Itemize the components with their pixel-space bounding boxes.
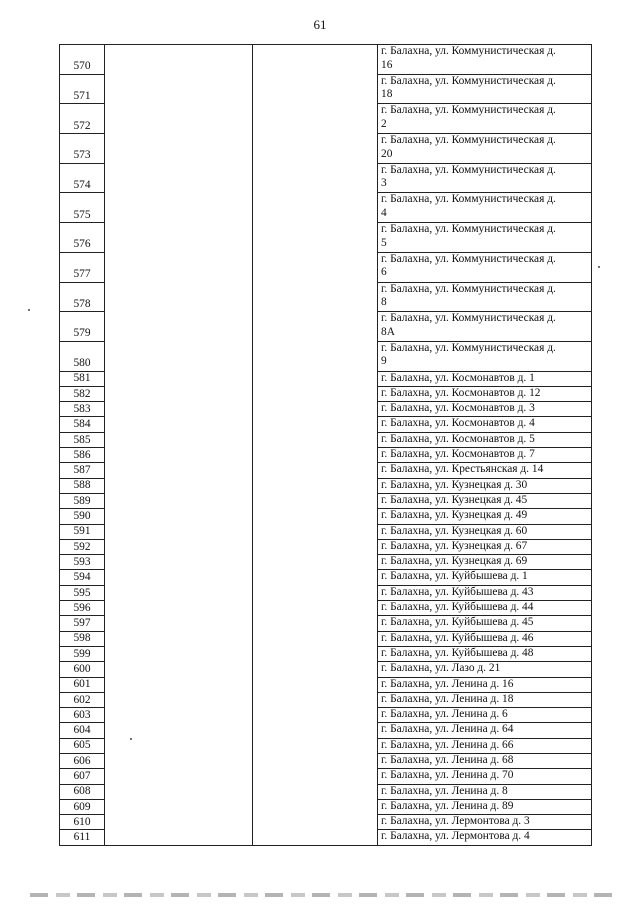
blank-column-1 [105, 524, 253, 539]
table-row [60, 753, 592, 768]
table-row [60, 223, 592, 253]
blank-column-2 [253, 341, 378, 371]
address-cell: г. Балахна, ул. Куйбышева д. 43 [378, 585, 592, 600]
row-number: 597 [60, 616, 105, 631]
address-cell: г. Балахна, ул. Ленина д. 6 [378, 708, 592, 723]
address-cell: г. Балахна, ул. Куйбышева д. 46 [378, 631, 592, 646]
row-number: 610 [60, 815, 105, 830]
address-cell [378, 312, 592, 342]
address-cell: г. Балахна, ул. Кузнецкая д. 30 [378, 478, 592, 493]
blank-column-2 [253, 631, 378, 646]
table-row [60, 784, 592, 799]
address-cell: г. Балахна, ул. Космонавтов д. 12 [378, 386, 592, 401]
table-row [60, 104, 592, 134]
address-line-1: г. Балахна, ул. Коммунистическая д. [381, 104, 556, 117]
address-line-1: г. Балахна, ул. Коммунистическая д. [381, 252, 556, 265]
table-row [60, 74, 592, 104]
blank-column-2 [253, 74, 378, 104]
blank-column-1 [105, 402, 253, 417]
blank-column-2 [253, 402, 378, 417]
address-cell: г. Балахна, ул. Кузнецкая д. 67 [378, 539, 592, 554]
address-cell [378, 134, 592, 164]
blank-column-2 [253, 371, 378, 386]
table-row [60, 432, 592, 447]
blank-column-2 [253, 616, 378, 631]
address-table [59, 44, 592, 846]
blank-column-1 [105, 631, 253, 646]
address-line-2: 16 [381, 58, 393, 71]
blank-column-2 [253, 163, 378, 193]
blank-column-2 [253, 708, 378, 723]
blank-column-2 [253, 830, 378, 845]
address-line-2: 20 [381, 147, 393, 160]
table-row [60, 616, 592, 631]
row-number: 573 [60, 134, 105, 164]
address-line-1: г. Балахна, ул. Коммунистическая д. [381, 45, 556, 57]
blank-column-1 [105, 312, 253, 342]
row-number: 574 [60, 163, 105, 193]
row-number: 582 [60, 386, 105, 401]
address-cell [378, 252, 592, 282]
address-line-1: г. Балахна, ул. Коммунистическая д. [381, 134, 556, 147]
blank-column-1 [105, 463, 253, 478]
blank-column-1 [105, 417, 253, 432]
blank-column-2 [253, 193, 378, 223]
address-cell [378, 74, 592, 104]
row-number: 587 [60, 463, 105, 478]
table-row [60, 677, 592, 692]
address-cell: г. Балахна, ул. Ленина д. 64 [378, 723, 592, 738]
blank-column-1 [105, 784, 253, 799]
table-row [60, 815, 592, 830]
address-cell: г. Балахна, ул. Ленина д. 70 [378, 769, 592, 784]
table-row [60, 646, 592, 661]
address-cell [378, 223, 592, 253]
address-cell: г. Балахна, ул. Ленина д. 68 [378, 753, 592, 768]
blank-column-1 [105, 555, 253, 570]
address-line-1: г. Балахна, ул. Коммунистическая д. [381, 163, 556, 176]
blank-column-2 [253, 662, 378, 677]
blank-column-1 [105, 223, 253, 253]
row-number: 589 [60, 493, 105, 508]
blank-column-2 [253, 509, 378, 524]
address-cell: г. Балахна, ул. Ленина д. 8 [378, 784, 592, 799]
address-line-2: 2 [381, 117, 387, 130]
blank-column-1 [105, 570, 253, 585]
blank-column-1 [105, 799, 253, 814]
address-cell: г. Балахна, ул. Кузнецкая д. 45 [378, 493, 592, 508]
table-row [60, 478, 592, 493]
address-cell: г. Балахна, ул. Ленина д. 89 [378, 799, 592, 814]
blank-column-1 [105, 193, 253, 223]
table-row [60, 386, 592, 401]
table-row [60, 134, 592, 164]
blank-column-1 [105, 738, 253, 753]
row-number: 572 [60, 104, 105, 134]
table-row [60, 585, 592, 600]
table-row [60, 45, 592, 75]
row-number: 609 [60, 799, 105, 814]
address-cell: г. Балахна, ул. Куйбышева д. 44 [378, 601, 592, 616]
blank-column-1 [105, 662, 253, 677]
table-row [60, 662, 592, 677]
blank-column-2 [253, 312, 378, 342]
table-row [60, 830, 592, 845]
blank-column-1 [105, 74, 253, 104]
row-number: 577 [60, 252, 105, 282]
blank-column-1 [105, 509, 253, 524]
scan-speck [28, 309, 30, 311]
blank-column-1 [105, 478, 253, 493]
table-row [60, 601, 592, 616]
blank-column-2 [253, 104, 378, 134]
blank-column-1 [105, 692, 253, 707]
blank-column-2 [253, 555, 378, 570]
blank-column-2 [253, 601, 378, 616]
address-line-2: 18 [381, 88, 393, 101]
row-number: 602 [60, 692, 105, 707]
blank-column-1 [105, 769, 253, 784]
blank-column-1 [105, 252, 253, 282]
scan-speck [598, 266, 600, 268]
table-row [60, 631, 592, 646]
blank-column-2 [253, 223, 378, 253]
table-row [60, 448, 592, 463]
blank-column-2 [253, 570, 378, 585]
blank-column-2 [253, 585, 378, 600]
row-number: 588 [60, 478, 105, 493]
row-number: 611 [60, 830, 105, 845]
blank-column-1 [105, 708, 253, 723]
blank-column-2 [253, 252, 378, 282]
address-line-1: г. Балахна, ул. Коммунистическая д. [381, 312, 556, 325]
table-row [60, 402, 592, 417]
address-cell: г. Балахна, ул. Ленина д. 16 [378, 677, 592, 692]
table-row [60, 417, 592, 432]
table-row [60, 252, 592, 282]
blank-column-1 [105, 104, 253, 134]
address-cell [378, 45, 592, 75]
address-line-1: г. Балахна, ул. Коммунистическая д. [381, 341, 556, 354]
row-number: 605 [60, 738, 105, 753]
table-row [60, 799, 592, 814]
address-cell: г. Балахна, ул. Куйбышева д. 45 [378, 616, 592, 631]
blank-column-2 [253, 386, 378, 401]
row-number: 606 [60, 753, 105, 768]
blank-column-2 [253, 738, 378, 753]
table-row [60, 312, 592, 342]
row-number: 579 [60, 312, 105, 342]
blank-column-2 [253, 677, 378, 692]
row-number: 599 [60, 646, 105, 661]
row-number: 578 [60, 282, 105, 312]
address-cell: г. Балахна, ул. Лазо д. 21 [378, 662, 592, 677]
address-line-1: г. Балахна, ул. Коммунистическая д. [381, 223, 556, 236]
blank-column-1 [105, 539, 253, 554]
address-line-2: 5 [381, 236, 387, 249]
address-cell: г. Балахна, ул. Лермонтова д. 4 [378, 830, 592, 845]
blank-column-1 [105, 616, 253, 631]
blank-column-1 [105, 753, 253, 768]
blank-column-1 [105, 585, 253, 600]
address-cell: г. Балахна, ул. Космонавтов д. 4 [378, 417, 592, 432]
address-line-2: 6 [381, 266, 387, 279]
blank-column-2 [253, 784, 378, 799]
row-number: 608 [60, 784, 105, 799]
blank-column-2 [253, 524, 378, 539]
blank-column-1 [105, 601, 253, 616]
blank-column-1 [105, 282, 253, 312]
address-cell: г. Балахна, ул. Лермонтова д. 3 [378, 815, 592, 830]
address-line-1: г. Балахна, ул. Коммунистическая д. [381, 193, 556, 206]
address-cell: г. Балахна, ул. Куйбышева д. 1 [378, 570, 592, 585]
address-line-2: 8 [381, 296, 387, 308]
table-row [60, 163, 592, 193]
address-cell: г. Балахна, ул. Космонавтов д. 5 [378, 432, 592, 447]
table-row [60, 193, 592, 223]
blank-column-1 [105, 134, 253, 164]
blank-column-1 [105, 163, 253, 193]
table-row [60, 371, 592, 386]
address-cell: г. Балахна, ул. Кузнецкая д. 60 [378, 524, 592, 539]
address-cell: г. Балахна, ул. Ленина д. 18 [378, 692, 592, 707]
address-cell [378, 341, 592, 371]
address-cell: г. Балахна, ул. Космонавтов д. 3 [378, 402, 592, 417]
table-row [60, 708, 592, 723]
table-row [60, 769, 592, 784]
blank-column-1 [105, 432, 253, 447]
row-number: 571 [60, 74, 105, 104]
blank-column-1 [105, 830, 253, 845]
address-cell: г. Балахна, ул. Кузнецкая д. 49 [378, 509, 592, 524]
row-number: 570 [60, 45, 105, 75]
blank-column-2 [253, 692, 378, 707]
row-number: 598 [60, 631, 105, 646]
row-number: 593 [60, 555, 105, 570]
blank-column-1 [105, 677, 253, 692]
blank-column-1 [105, 371, 253, 386]
table-row [60, 555, 592, 570]
blank-column-2 [253, 799, 378, 814]
address-line-2: 4 [381, 206, 387, 219]
address-cell [378, 104, 592, 134]
blank-column-1 [105, 386, 253, 401]
blank-column-2 [253, 493, 378, 508]
blank-column-2 [253, 134, 378, 164]
table-row [60, 738, 592, 753]
blank-column-2 [253, 815, 378, 830]
address-cell [378, 282, 592, 312]
blank-column-2 [253, 282, 378, 312]
row-number: 596 [60, 601, 105, 616]
blank-column-2 [253, 478, 378, 493]
table-row [60, 524, 592, 539]
blank-column-1 [105, 723, 253, 738]
address-cell: г. Балахна, ул. Ленина д. 66 [378, 738, 592, 753]
table-row [60, 341, 592, 371]
row-number: 600 [60, 662, 105, 677]
blank-column-2 [253, 45, 378, 75]
row-number: 581 [60, 371, 105, 386]
address-cell [378, 163, 592, 193]
blank-column-1 [105, 646, 253, 661]
address-cell: г. Балахна, ул. Космонавтов д. 1 [378, 371, 592, 386]
table-row [60, 463, 592, 478]
blank-column-2 [253, 417, 378, 432]
row-number: 601 [60, 677, 105, 692]
blank-column-2 [253, 539, 378, 554]
scan-speck [130, 738, 132, 740]
row-number: 585 [60, 432, 105, 447]
blank-column-2 [253, 463, 378, 478]
address-cell [378, 193, 592, 223]
blank-column-1 [105, 448, 253, 463]
row-number: 604 [60, 723, 105, 738]
blank-column-2 [253, 646, 378, 661]
blank-column-1 [105, 341, 253, 371]
address-cell: г. Балахна, ул. Кузнецкая д. 69 [378, 555, 592, 570]
row-number: 580 [60, 341, 105, 371]
table-row [60, 692, 592, 707]
address-cell: г. Балахна, ул. Куйбышева д. 48 [378, 646, 592, 661]
table-row [60, 282, 592, 312]
blank-column-1 [105, 45, 253, 75]
row-number: 590 [60, 509, 105, 524]
address-cell: г. Балахна, ул. Крестьянская д. 14 [378, 463, 592, 478]
table-row [60, 539, 592, 554]
blank-column-2 [253, 769, 378, 784]
address-line-2: 3 [381, 177, 387, 190]
address-table-body [60, 45, 592, 846]
table-row [60, 493, 592, 508]
address-line-1: г. Балахна, ул. Коммунистическая д. [381, 74, 556, 87]
row-number: 603 [60, 708, 105, 723]
blank-column-2 [253, 753, 378, 768]
table-row [60, 509, 592, 524]
row-number: 576 [60, 223, 105, 253]
row-number: 586 [60, 448, 105, 463]
address-line-2: 9 [381, 355, 387, 368]
row-number: 592 [60, 539, 105, 554]
row-number: 583 [60, 402, 105, 417]
table-row [60, 570, 592, 585]
address-cell: г. Балахна, ул. Космонавтов д. 7 [378, 448, 592, 463]
blank-column-1 [105, 493, 253, 508]
blank-column-2 [253, 448, 378, 463]
address-line-2: 8А [381, 325, 395, 338]
row-number: 594 [60, 570, 105, 585]
row-number: 575 [60, 193, 105, 223]
scan-footer-artifact [30, 893, 620, 897]
row-number: 607 [60, 769, 105, 784]
row-number: 595 [60, 585, 105, 600]
blank-column-2 [253, 432, 378, 447]
table-row [60, 723, 592, 738]
blank-column-2 [253, 723, 378, 738]
page-number: 61 [313, 17, 327, 32]
blank-column-1 [105, 815, 253, 830]
address-line-1: г. Балахна, ул. Коммунистическая д. [381, 282, 556, 295]
row-number: 591 [60, 524, 105, 539]
row-number: 584 [60, 417, 105, 432]
